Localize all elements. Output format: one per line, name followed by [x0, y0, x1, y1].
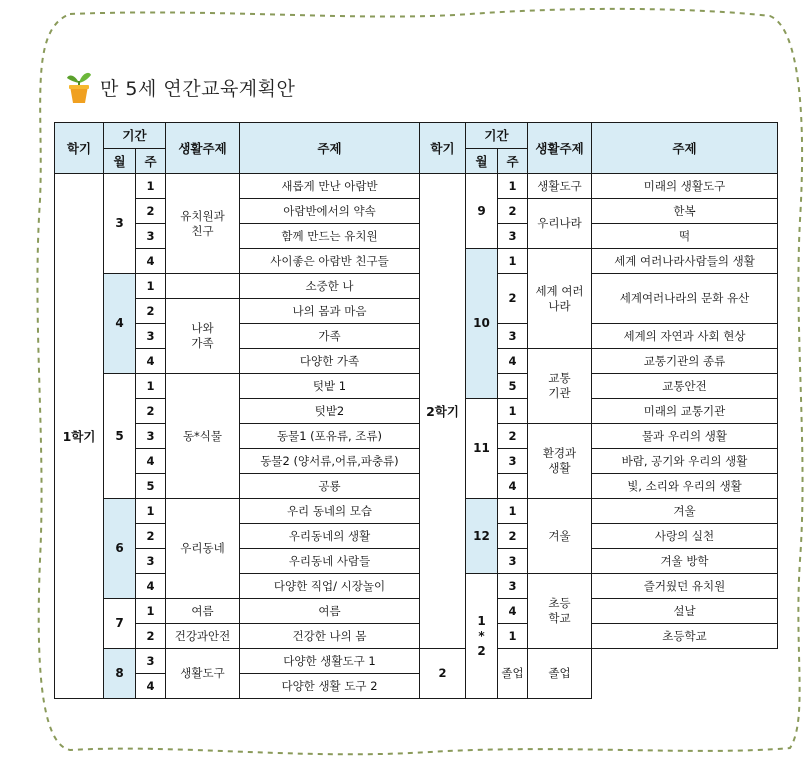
header-topic-1: 주제 — [240, 123, 420, 174]
topic-cell: 공룡 — [240, 474, 420, 499]
week-cell: 1 — [498, 624, 528, 649]
life-theme-cell: 겨울 — [528, 499, 592, 574]
week-cell: 1 — [498, 174, 528, 199]
week-cell: 3 — [498, 324, 528, 349]
sprout-pot-icon — [66, 69, 92, 105]
life-theme-cell-empty — [166, 274, 240, 299]
week-cell: 1 — [136, 599, 166, 624]
topic-cell: 사랑의 실천 — [592, 524, 778, 549]
topic-cell: 미래의 생활도구 — [592, 174, 778, 199]
month-cell: 3 — [104, 174, 136, 274]
topic-cell: 세계여러나라의 문화 유산 — [592, 274, 778, 324]
life-theme-cell: 나와 가족 — [166, 299, 240, 374]
topic-cell: 다양한 생활 도구 2 — [240, 674, 420, 699]
week-cell: 2 — [498, 274, 528, 324]
month-cell: 8 — [104, 649, 136, 699]
week-cell: 2 — [498, 524, 528, 549]
topic-cell: 다양한 생활도구 1 — [240, 649, 420, 674]
week-cell: 3 — [498, 224, 528, 249]
topic-cell: 텃밭2 — [240, 399, 420, 424]
month-cell: 12 — [466, 499, 498, 574]
topic-cell: 물과 우리의 생활 — [592, 424, 778, 449]
topic-cell: 건강한 나의 몸 — [240, 624, 420, 649]
week-cell: 3 — [136, 649, 166, 674]
topic-cell: 세계의 자연과 사회 현상 — [592, 324, 778, 349]
topic-cell: 함께 만드는 유치원 — [240, 224, 420, 249]
topic-cell: 설날 — [592, 599, 778, 624]
week-cell: 5 — [136, 474, 166, 499]
month-cell: 7 — [104, 599, 136, 649]
week-cell: 3 — [136, 549, 166, 574]
semester-cell: 2학기 — [420, 174, 466, 649]
topic-cell: 나의 몸과 마음 — [240, 299, 420, 324]
header-semester-2: 학기 — [420, 123, 466, 174]
topic-cell: 사이좋은 아람반 친구들 — [240, 249, 420, 274]
month-cell: 5 — [104, 374, 136, 499]
week-cell: 3 — [498, 549, 528, 574]
topic-cell: 다양한 가족 — [240, 349, 420, 374]
header-life-theme-2: 생활주제 — [528, 123, 592, 174]
topic-cell: 세계 여러나라사람들의 생활 — [592, 249, 778, 274]
week-cell: 1 — [498, 499, 528, 524]
life-theme-cell: 교통 기관 — [528, 349, 592, 424]
week-cell: 3 — [498, 449, 528, 474]
topic-cell: 다양한 직업/ 시장놀이 — [240, 574, 420, 599]
topic-cell: 한복 — [592, 199, 778, 224]
topic-cell: 가족 — [240, 324, 420, 349]
life-theme-cell: 건강과안전 — [166, 624, 240, 649]
page-title: 만 5세 연간교육계획안 — [100, 77, 296, 100]
topic-cell: 겨울 방학 — [592, 549, 778, 574]
week-cell: 4 — [136, 349, 166, 374]
life-theme-cell: 우리동네 — [166, 499, 240, 599]
life-theme-cell: 세계 여러 나라 — [528, 249, 592, 349]
week-cell: 4 — [498, 474, 528, 499]
topic-cell: 미래의 교통기관 — [592, 399, 778, 424]
topic-cell: 우리동네 사람들 — [240, 549, 420, 574]
month-cell: 10 — [466, 249, 498, 399]
topic-cell: 즐거웠던 유치원 — [592, 574, 778, 599]
week-cell: 3 — [136, 324, 166, 349]
header-life-theme-1: 생활주제 — [166, 123, 240, 174]
header-week-1: 주 — [136, 149, 166, 174]
week-cell: 4 — [136, 249, 166, 274]
topic-cell: 우리동네의 생활 — [240, 524, 420, 549]
header-semester-1: 학기 — [55, 123, 104, 174]
month-cell: 6 — [104, 499, 136, 599]
topic-cell: 초등학교 — [592, 624, 778, 649]
week-cell: 4 — [136, 674, 166, 699]
week-cell: 4 — [136, 574, 166, 599]
week-cell: 2 — [136, 199, 166, 224]
topic-cell: 아람반에서의 약속 — [240, 199, 420, 224]
topic-cell: 졸업 — [528, 649, 592, 699]
header-period-2: 기간 — [466, 123, 528, 149]
week-cell: 2 — [498, 424, 528, 449]
week-cell: 3 — [136, 224, 166, 249]
life-theme-cell: 유치원과 친구 — [166, 174, 240, 274]
month-cell: 4 — [104, 274, 136, 374]
semester-cell: 1학기 — [55, 174, 104, 699]
week-cell: 5 — [498, 374, 528, 399]
topic-cell: 교통기관의 종류 — [592, 349, 778, 374]
topic-cell: 겨울 — [592, 499, 778, 524]
week-cell: 2 — [420, 649, 466, 699]
week-cell: 3 — [136, 424, 166, 449]
week-cell: 4 — [498, 349, 528, 374]
topic-cell: 빛, 소리와 우리의 생활 — [592, 474, 778, 499]
week-cell: 1 — [136, 499, 166, 524]
topic-cell: 새롭게 만난 아람반 — [240, 174, 420, 199]
week-cell: 2 — [136, 624, 166, 649]
topic-cell: 바람, 공기와 우리의 생활 — [592, 449, 778, 474]
header-period-1: 기간 — [104, 123, 166, 149]
life-theme-cell: 생활도구 — [166, 649, 240, 699]
topic-cell: 교통안전 — [592, 374, 778, 399]
header-topic-2: 주제 — [592, 123, 778, 174]
topic-cell: 여름 — [240, 599, 420, 624]
life-theme-cell: 동*식물 — [166, 374, 240, 499]
week-cell: 2 — [498, 199, 528, 224]
topic-cell: 우리 동네의 모습 — [240, 499, 420, 524]
topic-cell: 동물1 (포유류, 조류) — [240, 424, 420, 449]
life-theme-cell: 환경과 생활 — [528, 424, 592, 499]
life-theme-cell: 우리나라 — [528, 199, 592, 249]
header-month-2: 월 — [466, 149, 498, 174]
week-cell: 1 — [498, 249, 528, 274]
month-cell: 1 * 2 — [466, 574, 498, 699]
week-cell: 2 — [136, 299, 166, 324]
week-cell: 4 — [136, 449, 166, 474]
week-cell: 3 — [498, 574, 528, 599]
week-cell: 4 — [498, 599, 528, 624]
topic-cell: 텃밭 1 — [240, 374, 420, 399]
topic-cell: 동물2 (양서류,어류,파충류) — [240, 449, 420, 474]
week-cell: 2 — [136, 399, 166, 424]
life-theme-cell: 여름 — [166, 599, 240, 624]
week-cell: 1 — [136, 374, 166, 399]
week-cell: 1 — [136, 174, 166, 199]
title-area — [66, 66, 295, 108]
topic-cell: 소중한 나 — [240, 274, 420, 299]
week-cell: 1 — [136, 274, 166, 299]
month-cell: 11 — [466, 399, 498, 499]
life-theme-cell: 생활도구 — [528, 174, 592, 199]
header-week-2: 주 — [498, 149, 528, 174]
annual-plan-table — [54, 122, 778, 699]
header-month-1: 월 — [104, 149, 136, 174]
life-theme-cell: 졸업 — [498, 649, 528, 699]
life-theme-cell: 초등 학교 — [528, 574, 592, 649]
topic-cell: 떡 — [592, 224, 778, 249]
month-cell: 9 — [466, 174, 498, 249]
week-cell: 2 — [136, 524, 166, 549]
week-cell: 1 — [498, 399, 528, 424]
